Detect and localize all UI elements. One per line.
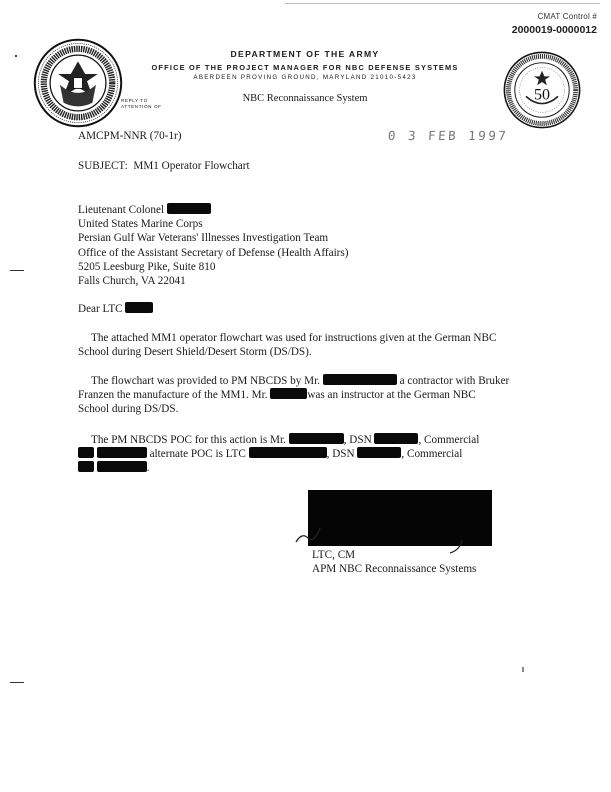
paragraph-3-line-1: [78, 433, 479, 447]
margin-mark: [10, 270, 24, 271]
anniversary-seal-label: 50: [534, 86, 550, 104]
scan-speck: [15, 55, 17, 57]
paragraph-3-text: The PM NBCDS POC for this action is Mr.: [91, 434, 286, 446]
paragraph-2-text: a contractor with Bruker: [399, 375, 510, 387]
paragraph-3-text: , DSN: [326, 448, 355, 461]
paragraph-3-line-2: [78, 447, 479, 461]
redaction-box: [167, 203, 211, 214]
reply-to-line: REPLY TO: [121, 98, 148, 103]
signature-block: [312, 548, 476, 576]
anniversary-seal: [502, 50, 582, 130]
department-of-defense-seal: [33, 38, 123, 128]
redaction-box: [249, 447, 327, 458]
paragraph-2-line-3: School during DS/DS.: [78, 403, 179, 416]
address-line-4: Office of the Assistant Secretary of Defense (Health Affairs): [78, 246, 349, 259]
redaction-box: [78, 447, 94, 458]
subject-text: MM1 Operator Flowchart: [133, 160, 250, 172]
address-line-3: Persian Gulf War Veterans' Illnesses Investigation Team: [78, 232, 329, 245]
letterhead-office: OFFICE OF THE PROJECT MANAGER FOR NBC DEFENSE SYSTEMS: [151, 63, 459, 72]
signature-rank: LTC, CM: [312, 549, 356, 561]
scan-top-rule: [285, 3, 600, 4]
address-line-5: 5205 Leesburg Pike, Suite 810: [78, 260, 216, 273]
paragraph-2-line-1: [78, 374, 509, 388]
address-line-2: United States Marine Corps: [78, 218, 203, 231]
paragraph-1: [78, 331, 496, 359]
scan-speck: [522, 667, 524, 672]
redaction-box: [97, 461, 147, 472]
salutation: [78, 302, 153, 316]
paragraph-3-text: alternate POC is LTC: [149, 448, 246, 461]
paragraph-3-text: , DSN: [343, 434, 372, 446]
subject-line: [78, 159, 250, 173]
office-symbol: AMCPM-NNR (70-1r): [78, 130, 182, 142]
paragraph-2-text: was an instructor at the German NBC: [307, 389, 476, 402]
control-label: CMAT Control #: [537, 12, 597, 21]
paragraph-3-text: , Commercial: [401, 448, 463, 461]
salutation-text: Dear LTC: [78, 303, 123, 315]
control-number: 2000019-0000012: [511, 24, 597, 36]
paragraph-1-line-2: School during Desert Shield/Desert Storm (DS/DS).: [78, 346, 312, 359]
letterhead-address: ABERDEEN PROVING GROUND, MARYLAND 21010-5423: [193, 74, 417, 81]
redaction-box: [97, 447, 147, 458]
paragraph-3-text: , Commercial: [418, 434, 480, 446]
paragraph-2: [78, 374, 509, 417]
address-line-6: Falls Church, VA 22041: [78, 275, 186, 288]
letterhead-system: NBC Reconnaissance System: [242, 93, 368, 104]
redaction-box: [323, 374, 397, 385]
redaction-box: [270, 388, 307, 399]
address-rank: Lieutenant Colonel: [78, 204, 165, 216]
margin-mark: [10, 682, 24, 683]
redaction-box: [125, 302, 153, 313]
redaction-box: [374, 433, 418, 444]
redaction-box: [78, 461, 94, 472]
paragraph-3: [78, 433, 479, 476]
reply-to-label: [121, 98, 162, 109]
signature-stroke: [292, 520, 322, 550]
paragraph-2-text: The flowchart was provided to PM NBCDS by Mr.: [91, 375, 321, 387]
signature-title: APM NBC Reconnaissance Systems: [312, 563, 477, 576]
recipient-address: [78, 203, 348, 288]
paragraph-3-text: .: [146, 462, 150, 475]
address-line-1: [78, 203, 348, 217]
paragraph-2-text: Franzen the manufacture of the MM1. Mr.: [78, 389, 268, 402]
attention-of-line: ATTENTION OF: [121, 103, 162, 109]
redaction-box: [357, 447, 401, 458]
letterhead-department: DEPARTMENT OF THE ARMY: [230, 49, 380, 59]
paragraph-2-line-2: [78, 388, 509, 402]
subject-label: SUBJECT:: [78, 160, 128, 172]
paragraph-3-line-3: [78, 461, 479, 475]
date-stamp: 0 3 FEB 1997: [387, 128, 509, 143]
paragraph-1-line-1: The attached MM1 operator flowchart was used for instructions given at the German NBC: [91, 332, 497, 344]
redaction-box: [289, 433, 344, 444]
